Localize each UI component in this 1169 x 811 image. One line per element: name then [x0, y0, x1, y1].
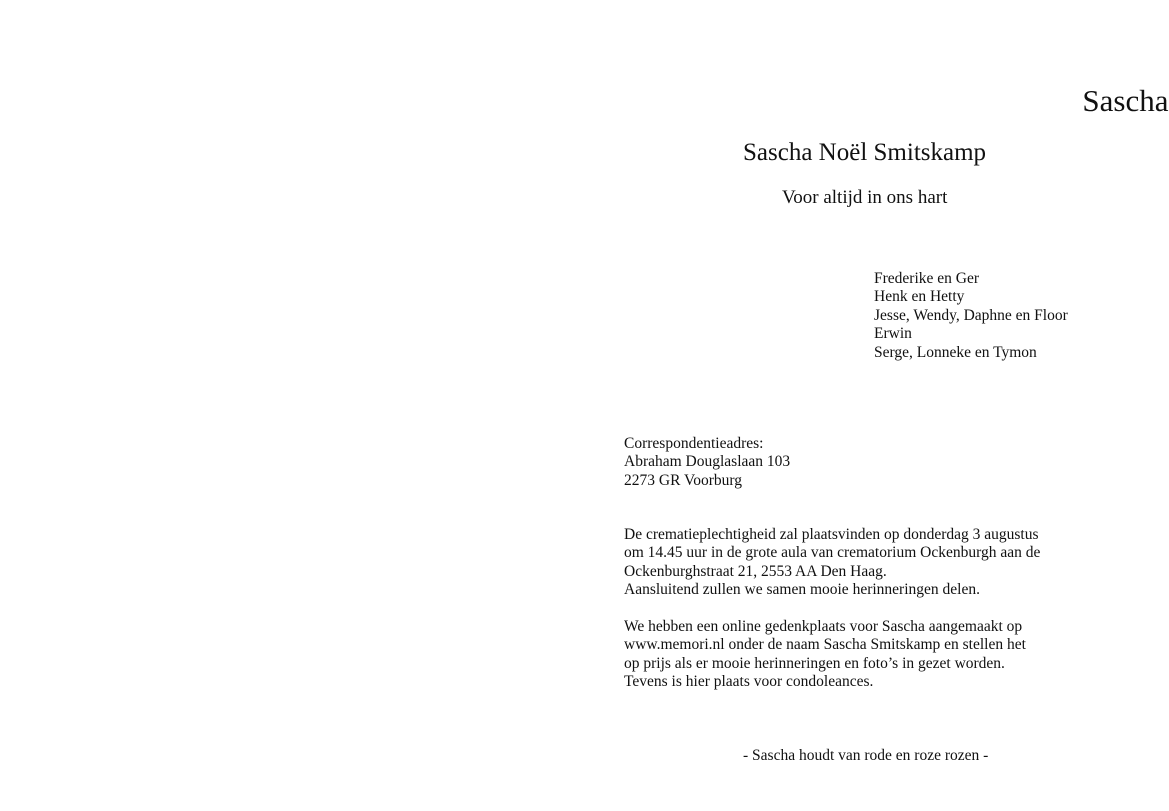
family-line: Frederike en Ger	[874, 270, 980, 287]
blank-left-page	[0, 0, 584, 811]
correspondence-address	[624, 435, 790, 490]
address-city: 2273 GR Voorburg	[624, 471, 742, 489]
ceremony-line: Aansluitend zullen we samen mooie herinneringen delen.	[624, 581, 980, 599]
card-title-text: Sascha	[1082, 83, 1169, 118]
memori-line: op prijs als er mooie herinneringen en foto’s in gezet worden.	[624, 654, 1005, 672]
ceremony-paragraph	[624, 526, 1104, 600]
family-line: Erwin	[874, 325, 912, 343]
address-street: Abraham Douglaslaan 103	[624, 453, 791, 471]
address-heading: Correspondentieadres:	[624, 435, 764, 452]
ceremony-line: Ockenburghstraat 21, 2553 AA Den Haag.	[624, 562, 887, 580]
family-line: Jesse, Wendy, Daphne en Floor	[874, 306, 1068, 324]
full-name: Sascha Noël Smitskamp	[743, 139, 987, 166]
ceremony-line: om 14.45 uur in de grote aula van crematorium Ockenburgh aan de	[624, 544, 1041, 562]
memori-line: www.memori.nl onder de naam Sascha Smitskamp en stellen het	[624, 636, 1026, 654]
family-line: Serge, Lonneke en Tymon	[874, 343, 1037, 361]
memori-paragraph	[624, 618, 1104, 692]
memori-line: Tevens is hier plaats voor condoleances.	[624, 673, 874, 691]
memori-line: We hebben een online gedenkplaats voor Sascha aangemaakt op	[624, 618, 1023, 635]
card-title	[584, 82, 1169, 120]
family-line: Henk en Hetty	[874, 288, 965, 306]
card-subtitle: Voor altijd in ons hart	[782, 187, 948, 208]
ceremony-line: De crematieplechtigheid zal plaatsvinden op donderdag 3 augustus	[624, 526, 1039, 543]
family-list	[874, 270, 1068, 362]
mourning-card-page	[584, 0, 1169, 811]
closing-line: - Sascha houdt van rode en roze rozen -	[743, 747, 989, 764]
